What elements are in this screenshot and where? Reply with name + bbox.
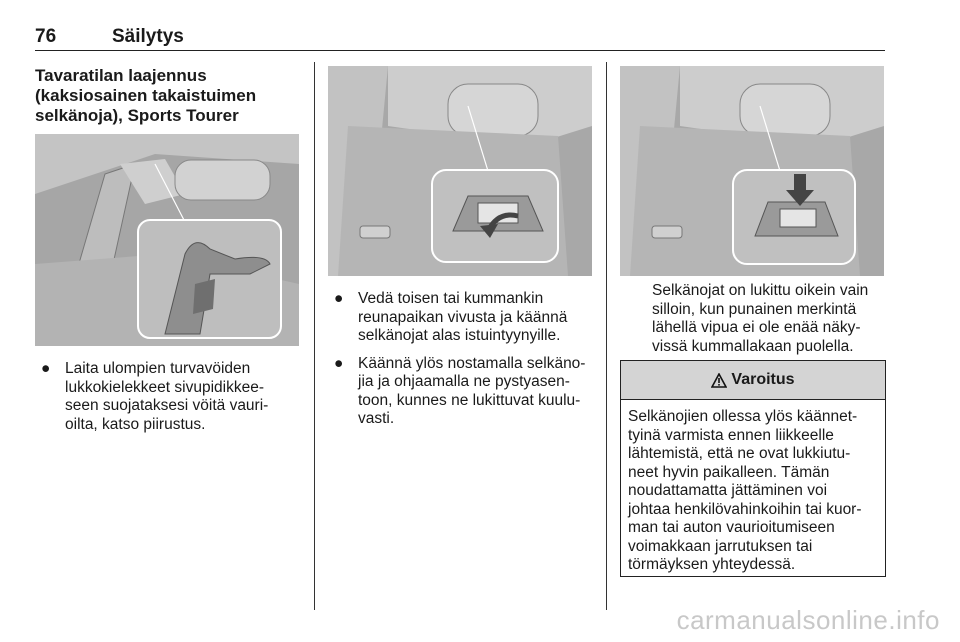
figure-release-lever: [328, 66, 592, 276]
seatbelt-holder-illustration: [35, 134, 299, 346]
text-line: törmäyksen yhteydessä.: [628, 556, 796, 573]
text-line: Käännä ylös nostamalla selkäno-: [358, 354, 586, 372]
list-item: [328, 290, 600, 346]
page-header: [35, 24, 885, 51]
lock-info-paragraph: [652, 282, 892, 356]
text-line: reunapaikan vivusta ja käännä: [358, 308, 568, 326]
page-number: 76: [35, 26, 57, 47]
heading-line: selkänoja), Sports Tourer: [35, 106, 239, 125]
text-line: selkänojat alas istuintyynyille.: [358, 327, 561, 344]
section-heading: [35, 66, 305, 126]
text-line: lähellä vipua ei ole enää näky-: [652, 319, 861, 336]
heading-line: (kaksiosainen takaistuimen: [35, 86, 257, 105]
bullet-list-col2: [328, 290, 600, 438]
text-line: tyinä varmista ennen liikkeelle: [628, 426, 834, 444]
text-line: oilta, katso piirustus.: [65, 415, 206, 433]
bullet-marker: ●: [334, 354, 344, 372]
text-line: seen suojataksesi vöitä vauri-: [65, 397, 269, 414]
warning-title: Varoitus: [731, 371, 795, 388]
bullet-marker: ●: [41, 360, 51, 377]
text-line: voimakkaan jarrutuksen tai: [628, 537, 813, 555]
list-item: [328, 355, 600, 429]
warning-header: [621, 361, 885, 400]
watermark: carmanualsonline.info: [676, 605, 940, 635]
section-title: Säilytys: [112, 26, 184, 47]
text-line: toon, kunnes ne lukittuvat kuulu-: [358, 391, 581, 409]
warning-text: [621, 400, 885, 575]
text-line: Laita ulompien turvavöiden: [65, 360, 251, 377]
warning-box: [620, 360, 886, 577]
text-line: Vedä toisen tai kummankin: [358, 290, 544, 307]
text-line: vissä kummallakaan puolella.: [652, 337, 854, 355]
release-lever-illustration: [328, 66, 592, 276]
text-line: noudattamatta jättäminen voi: [628, 482, 828, 499]
text-line: lukkokielekkeet sivupidikkee-: [65, 378, 265, 396]
list-item: [35, 360, 305, 434]
bullet-list-col1: [35, 360, 305, 443]
text-line: Selkänojien ollessa ylös käännet-: [628, 408, 858, 425]
figure-seatbelt-holder: [35, 134, 299, 346]
text-line: jia ja ohjaamalla ne pystyasen-: [358, 373, 570, 390]
warning-triangle-icon: [711, 373, 727, 388]
text-line: johtaa henkilövahinkoihin tai kuor-: [628, 500, 862, 518]
text-line: Selkänojat on lukittu oikein vain: [652, 282, 869, 299]
figure-lock-indicator: [620, 66, 884, 276]
column-divider-1: [314, 62, 315, 610]
bullet-marker: ●: [334, 290, 344, 307]
text-line: vasti.: [358, 410, 395, 427]
lock-indicator-illustration: [620, 66, 884, 276]
text-line: lähtemistä, että ne ovat lukkiutu-: [628, 445, 851, 462]
text-line: man tai auton vaurioitumiseen: [628, 519, 835, 536]
text-line: neet hyvin paikalleen. Tämän: [628, 463, 830, 481]
text-line: silloin, kun punainen merkintä: [652, 300, 857, 318]
heading-line: Tavaratilan laajennus: [35, 66, 207, 85]
column-divider-2: [606, 62, 607, 610]
